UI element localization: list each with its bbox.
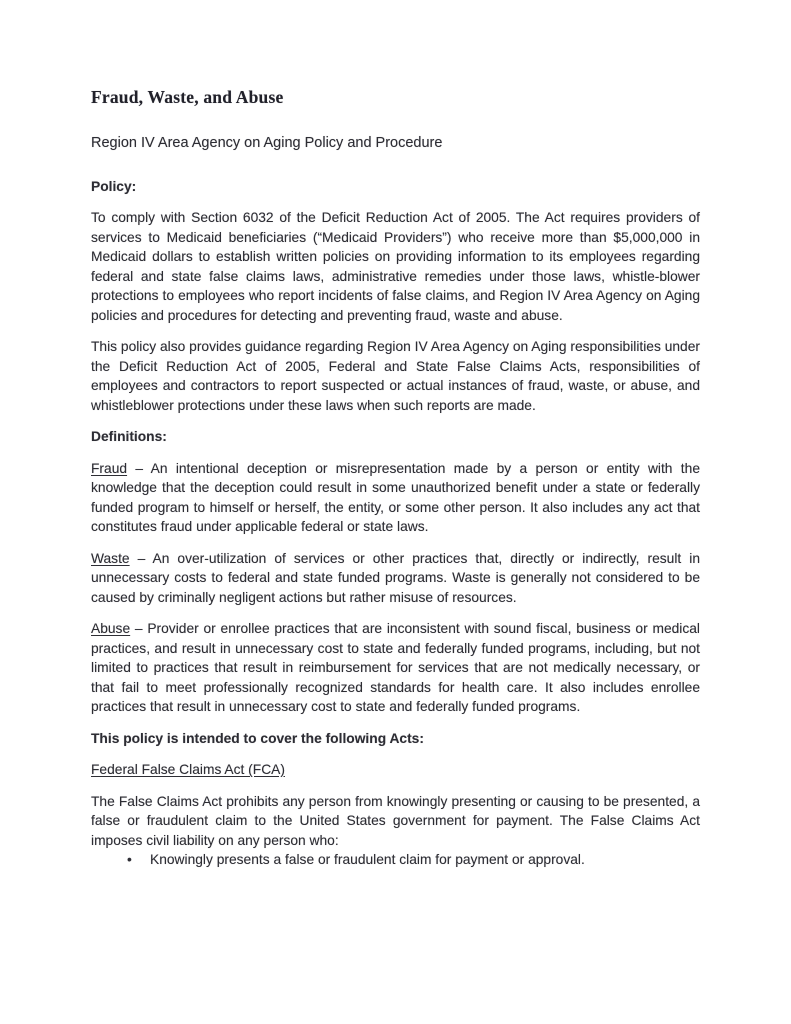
- definition-text-abuse: – Provider or enrollee practices that are inconsistent with sound fiscal, business or medical practices, and result in unnecessary cost to state and federally funded programs, including, but not limited to practices that result in reimbursement for services that are not medically necessary, or that fail to meet professionally recognized standards for health care. It also includes enrollee practices that result in unnecessary cost to state and federally funded programs.: [91, 621, 700, 714]
- acts-coverage-heading: This policy is intended to cover the following Acts:: [91, 730, 424, 746]
- definition-fraud: [91, 459, 700, 537]
- definition-abuse: [91, 619, 700, 717]
- definition-term-abuse: Abuse: [91, 621, 131, 636]
- definition-waste: [91, 549, 700, 608]
- federal-fca-intro: The False Claims Act prohibits any person from knowingly presenting or causing to be presented, a false or fraudulent claim to the United States government for payment. The False Claims Act imposes civil liability on any person who:: [91, 793, 700, 848]
- definition-term-waste: Waste: [91, 550, 130, 566]
- document-title: Fraud, Waste, and Abuse: [91, 87, 284, 107]
- federal-fca-title: Federal False Claims Act (FCA): [91, 762, 285, 777]
- federal-fca-bullet-list: [91, 850, 700, 870]
- definition-text-waste: – An over-utilization of services or other practices that, directly or indirectly, result in unnecessary costs to federal and state funded programs. Waste is generally not considered to be caused by criminally negligent actions but rather misuse of resources.: [91, 550, 700, 605]
- federal-fca-bullet-item: • Knowingly presents a false or fraudulent claim for payment or approval.: [127, 850, 700, 870]
- definition-text-fraud: – An intentional deception or misrepresentation made by a person or entity with the knowledge that the deception could result in some unauthorized benefit under a state or federally funded program to himself or herself, the entity, or some other person. It also includes any act that constitutes fraud under applicable federal or state laws.: [91, 460, 700, 534]
- policy-paragraph-1: To comply with Section 6032 of the Deficit Reduction Act of 2005. The Act requires providers of services to Medicaid beneficiaries (“Medicaid Providers”) who receive more than $5,000,000 in Medicaid dollars to establish written policies on providing information to its employees regarding federal and state false claims laws, administrative remedies under those laws, whistle-blower protections to employees who report incidents of false claims, and Region IV Area Agency on Aging policies and procedures for detecting and preventing fraud, waste and abuse.: [91, 210, 700, 323]
- policy-paragraph-2: This policy also provides guidance regarding Region IV Area Agency on Aging responsibilities under the Deficit Reduction Act of 2005, Federal and State False Claims Acts, responsibilities of employees and contractors to report suspected or actual instances of fraud, waste, or abuse, and whistleblower protections under these laws when such reports are made.: [91, 339, 700, 413]
- definition-term-fraud: Fraud: [91, 460, 128, 476]
- definitions-heading: Definitions:: [91, 429, 167, 444]
- policy-heading: Policy:: [91, 178, 137, 194]
- document-subtitle: Region IV Area Agency on Aging Policy and Procedure: [91, 135, 443, 151]
